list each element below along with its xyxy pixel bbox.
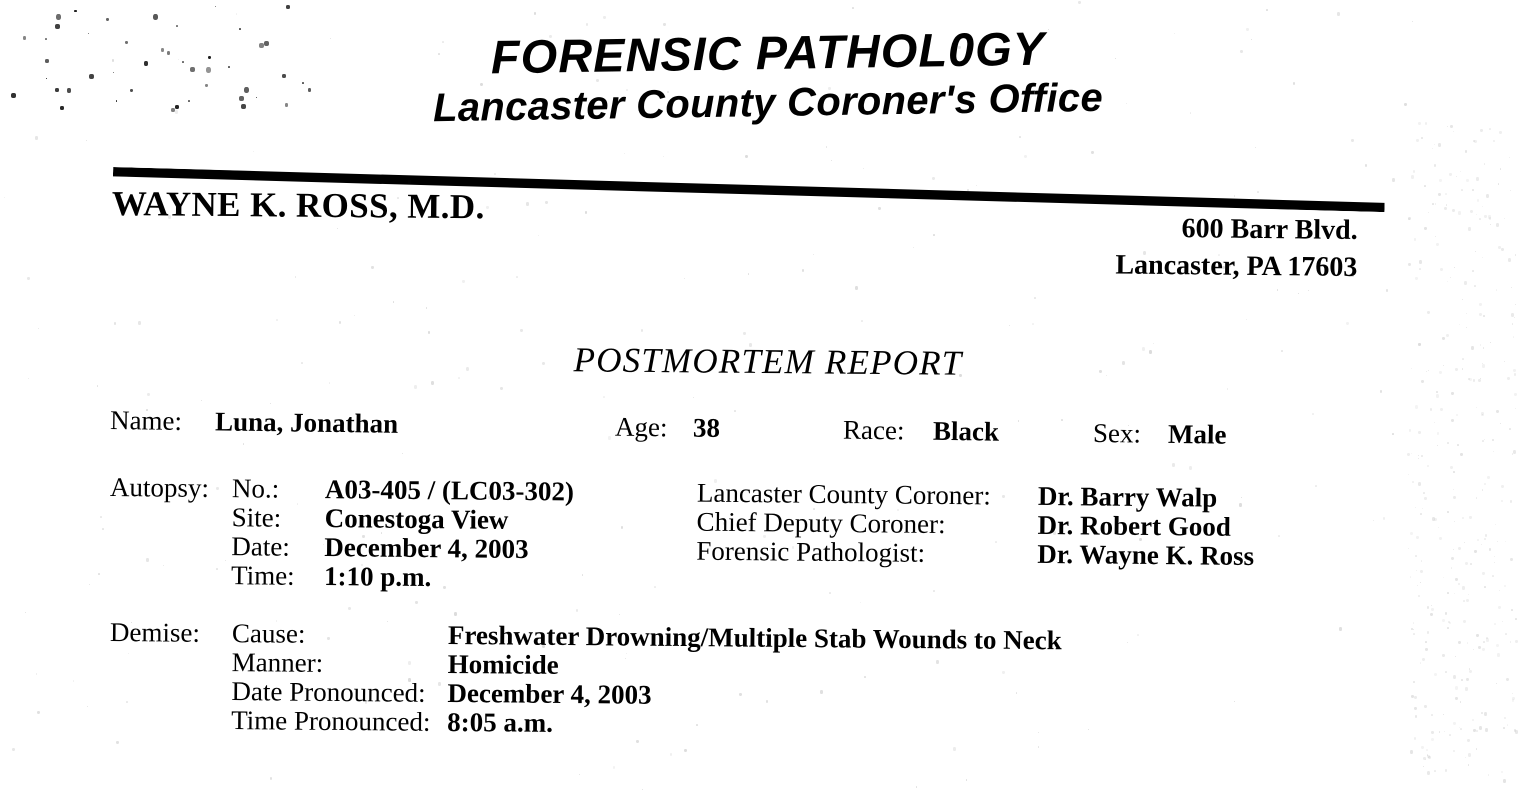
letterhead-subtitle: Lancaster County Coroner's Office	[432, 75, 1104, 131]
cause-label: Cause:	[231, 618, 306, 649]
sex-value: Male	[1167, 418, 1227, 450]
doctor-name: WAYNE K. ROSS, M.D.	[111, 184, 485, 227]
autopsy-no-value: A03-405 / (LC03-302)	[324, 474, 575, 507]
autopsy-time-label: Time:	[230, 560, 295, 591]
manner-label: Manner:	[231, 647, 324, 678]
address-city-state-zip: Lancaster, PA 17603	[1115, 249, 1358, 284]
cause-value: Freshwater Drowning/Multiple Stab Wounds to Neck	[447, 619, 1062, 656]
name-value: Luna, Jonathan	[214, 406, 399, 439]
coroner-label: Lancaster County Coroner:	[696, 477, 991, 511]
age-label: Age:	[614, 411, 668, 443]
forensic-pathologist-label: Forensic Pathologist:	[696, 535, 926, 568]
race-label: Race:	[842, 414, 905, 446]
report-title: POSTMORTEM REPORT	[573, 340, 963, 383]
autopsy-site-label: Site:	[231, 502, 282, 533]
coroner-value: Dr. Barry Walp	[1037, 480, 1218, 513]
manner-value: Homicide	[447, 648, 559, 680]
autopsy-date-label: Date:	[231, 531, 291, 562]
age-value: 38	[692, 412, 721, 443]
letterhead-title: FORENSIC PATHOL0GY	[490, 21, 1046, 84]
time-pronounced-value: 8:05 a.m.	[447, 706, 554, 738]
autopsy-no-label: No.:	[231, 473, 280, 504]
sex-label: Sex:	[1092, 417, 1142, 449]
demise-section-label: Demise:	[109, 617, 201, 648]
chief-deputy-coroner-value: Dr. Robert Good	[1037, 509, 1232, 542]
autopsy-section-label: Autopsy:	[109, 472, 210, 503]
race-value: Black	[932, 415, 1000, 447]
autopsy-date-value: December 4, 2003	[324, 532, 529, 565]
date-pronounced-value: December 4, 2003	[447, 677, 652, 710]
time-pronounced-label: Time Pronounced:	[231, 705, 431, 737]
name-label: Name:	[109, 405, 183, 436]
date-pronounced-label: Date Pronounced:	[231, 676, 426, 708]
address-street: 600 Barr Blvd.	[1181, 213, 1358, 246]
autopsy-time-value: 1:10 p.m.	[323, 561, 432, 593]
chief-deputy-coroner-label: Chief Deputy Coroner:	[696, 506, 946, 540]
autopsy-site-value: Conestoga View	[324, 503, 509, 535]
forensic-pathologist-value: Dr. Wayne K. Ross	[1037, 538, 1255, 571]
